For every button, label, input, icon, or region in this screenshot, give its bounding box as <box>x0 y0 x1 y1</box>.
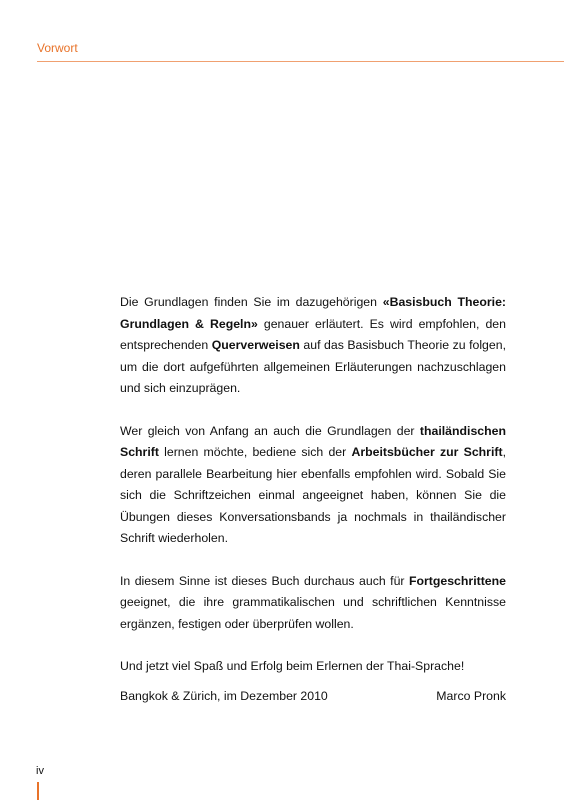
header-divider <box>37 61 564 62</box>
bold-querverweisen: Querverweisen <box>211 338 300 352</box>
closing-line: Und jetzt viel Spaß und Erfolg beim Erlernen der Thai-Sprache! <box>120 659 465 673</box>
place-date: Bangkok & Zürich, im Dezember 2010 <box>120 688 328 703</box>
author-name: Marco Pronk <box>436 688 506 703</box>
text-segment: Wer gleich von Anfang an auch die Grundlagen der <box>120 423 420 438</box>
page-number: iv <box>36 765 44 777</box>
text-segment: geeignet, die ihre grammatikalischen und schriftlichen Kenntnisse ergänzen, festigen oder überprüfen wollen. <box>120 595 506 631</box>
text-segment: , deren parallele Bearbeitung hier ebenfalls empfohlen wird. Sobald Sie sich die Schriftzeichen einmal angeeignet haben, können Sie die Übungen dieses Konversationsbands ja nochmals in thailändischer Schrift wiederholen. <box>120 445 506 545</box>
paragraph-3 <box>120 571 506 636</box>
text-segment: Die Grundlagen finden Sie im dazugehörigen <box>120 295 383 309</box>
text-segment: lernen möchte, bediene sich der <box>158 445 352 459</box>
foreword-body <box>120 292 506 707</box>
bold-arbeitsbuecher: Arbeitsbücher zur Schrift <box>351 445 503 459</box>
section-title: Vorwort <box>37 41 78 55</box>
paragraph-2 <box>120 421 506 550</box>
paragraph-1 <box>120 292 506 400</box>
bold-thai-script: thailändischen Schrift <box>120 423 506 459</box>
bold-reference-basisbuch: «Basisbuch Theorie: Grundlagen & Regeln» <box>120 295 507 331</box>
text-segment: genauer erläutert. Es wird empfohlen, den entsprechenden <box>120 316 506 352</box>
page-edge-marker <box>37 782 39 800</box>
signature-row <box>120 686 506 708</box>
text-segment: auf das Basisbuch Theorie zu folgen, um die dort aufgeführten allgemeinen Erläuterungen nachzuschlagen und sich einzuprägen. <box>120 338 506 395</box>
bold-fortgeschrittene: Fortgeschrittene <box>408 573 506 588</box>
text-segment: In diesem Sinne ist dieses Buch durchaus auch für <box>120 573 409 588</box>
